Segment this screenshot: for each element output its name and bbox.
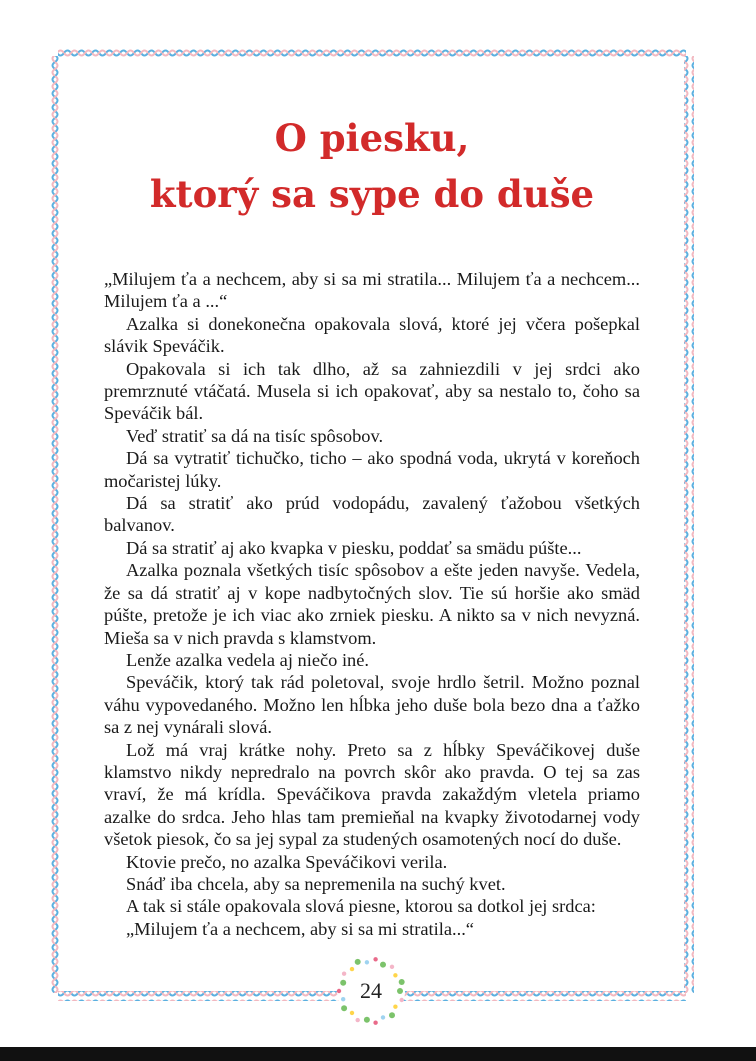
paragraph: Opakovala si ich tak dlho, až sa zahniezdili v jej srdci ako premrznuté vtáčatá. Musela si ich opakovať, aby sa nestalo to, čoho sa Speváčik bál. bbox=[104, 358, 640, 424]
chapter-title bbox=[50, 110, 694, 222]
paragraph: Dá sa stratiť aj ako kvapka v piesku, poddať sa smädu púšte... bbox=[126, 537, 582, 558]
story-text bbox=[104, 268, 640, 940]
bottom-edge bbox=[0, 1047, 756, 1061]
paragraph: „Milujem ťa a nechcem, aby si sa mi stratila... Milujem ťa a nechcem... Milujem ťa a ...“ bbox=[104, 269, 640, 312]
paragraph: Veď stratiť sa dá na tisíc spôsobov. bbox=[126, 425, 384, 446]
paragraph: Dá sa stratiť ako prúd vodopádu, zavalený ťažobou všetkých balvanov. bbox=[104, 493, 640, 536]
page-number-badge bbox=[333, 953, 409, 1029]
paragraph: Lož má vraj krátke nohy. Preto sa z hĺbky Speváčikovej duše klamstvo nikdy nepredralo na povrch skôr ako pravda. O tej sa zas vraví, že má krídla. Speváčikova pravda zakaždým vletela priamo azalke do srdca. Jeho hlas tam premieňal na kvapky životodarnej vody všetok piesok, čo sa jej sypal za studených osamotených nocí do duše. bbox=[104, 739, 640, 850]
paragraph: A tak si stále opakovala slová piesne, ktorou sa dotkol jej srdca: bbox=[126, 896, 596, 917]
paragraph: Speváčik, ktorý tak rád poletoval, svoje hrdlo šetril. Možno poznal váhu vypovedaného. Možno len hĺbka jeho duše bola bezo dna a ťažko sa z nej vynárali slová. bbox=[104, 672, 640, 738]
paragraph: Ktovie prečo, no azalka Speváčikovi verila. bbox=[126, 851, 448, 872]
paragraph: Azalka poznala všetkých tisíc spôsobov a ešte jeden navyše. Vedela, že sa dá stratiť aj v kope nadbytočných slov. Tie sú horšie ako smäd púšte, pretože je ich viac ako zrniek piesku. A nikto sa v nich nevyzná. Mieša sa v nich pravda s klamstvom. bbox=[104, 560, 640, 648]
paragraph: Dá sa vytratiť tichučko, ticho – ako spodná voda, ukrytá v koreňoch močaristej lúky. bbox=[104, 448, 640, 491]
paragraph: „Milujem ťa a nechcem, aby si sa mi stratila...“ bbox=[126, 918, 474, 939]
title-line-2: ktorý sa sype do duše bbox=[149, 172, 595, 216]
paragraph: Azalka si donekonečna opakovala slová, ktoré jej včera pošepkal slávik Speváčik. bbox=[104, 313, 640, 357]
title-line-1: O piesku, bbox=[274, 116, 470, 160]
paragraph: Snáď iba chcela, aby sa nepremenila na suchý kvet. bbox=[126, 873, 506, 894]
paragraph: Lenže azalka vedela aj niečo iné. bbox=[126, 649, 370, 670]
page-number: 24 bbox=[360, 978, 382, 1003]
